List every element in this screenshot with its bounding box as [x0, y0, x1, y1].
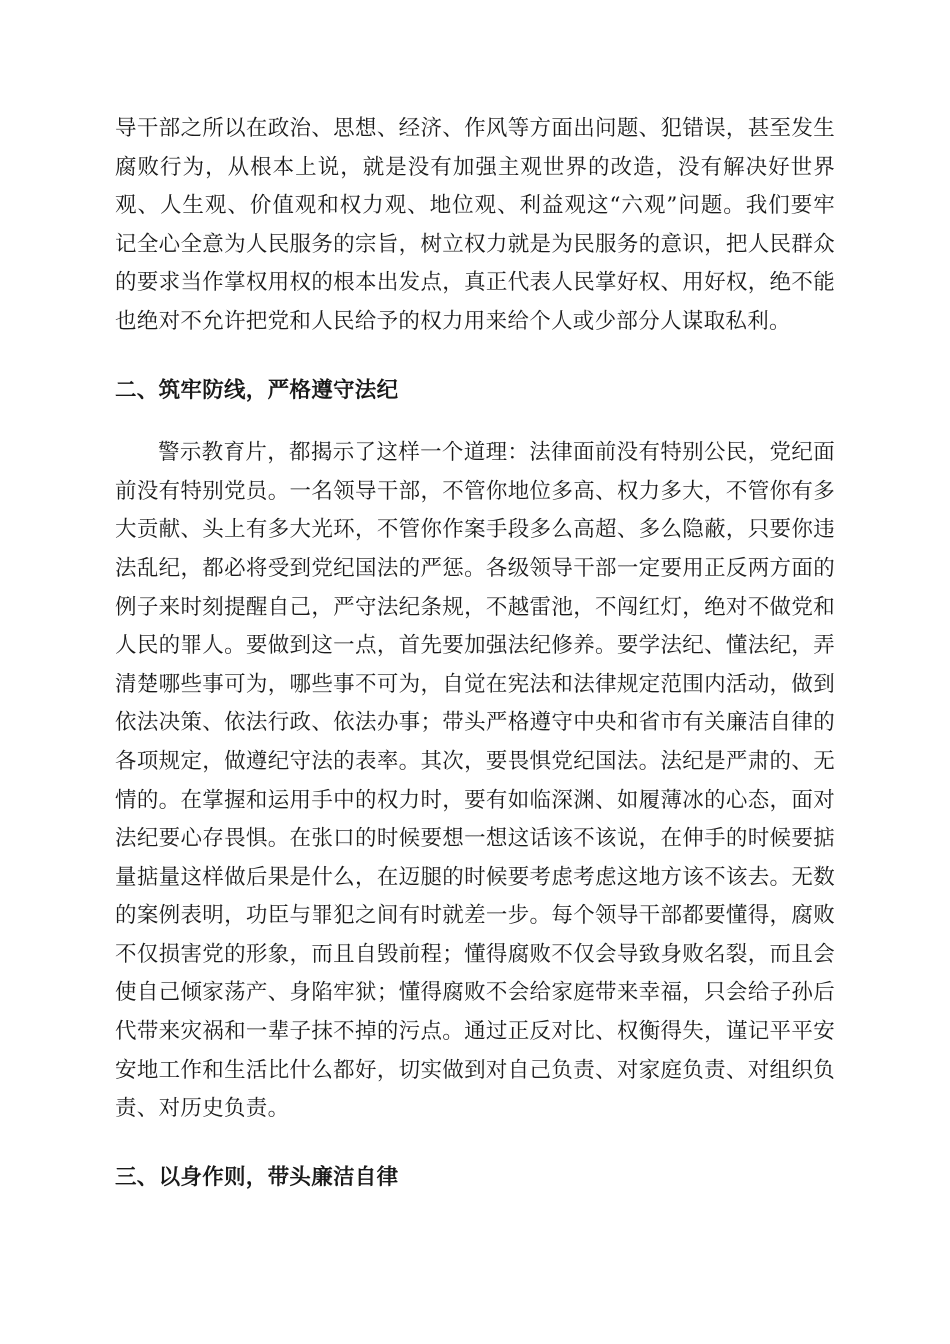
- section-heading-3: 三、以身作则，带头廉洁自律: [115, 1164, 399, 1190]
- paragraph-section-2: 警示教育片，都揭示了这样一个道理：法律面前没有特别公民，党纪面前没有特别党员。一名领导干部，不管你地位多高、权力多大，不管你有多大贡献、头上有多大光环，不管你作案手段多么高超、多么隐蔽，只要你违法乱纪，都必将受到党纪国法的严惩。各级领导干部一定要用正反两方面的例子来时刻提醒自己，严守法纪条规，不越雷池，不闯红灯，绝对不做党和人民的罪人。要做到这一点，首先要加强法纪修养。要学法纪、懂法纪，弄清楚哪些事可为，哪些事不可为，自觉在宪法和法律规定范围内活动，做到依法决策、依法行政、依法办事；带头严格遵守中央和省市有关廉洁自律的各项规定，做遵纪守法的表率。其次，要畏惧党纪国法。法纪是严肃的、无情的。在掌握和运用手中的权力时，要有如临深渊、如履薄冰的心态，面对法纪要心存畏惧。在张口的时候要想一想这话该不该说，在伸手的时候要掂量掂量这样做后果是什么，在迈腿的时候要考虑考虑这地方该不该去。无数的案例表明，功臣与罪犯之间有时就差一步。每个领导干部都要懂得，腐败不仅损害党的形象，而且自毁前程；懂得腐败不仅会导致身败名裂，而且会使自己倾家荡产、身陷牢狱；懂得腐败不会给家庭带来幸福，只会给子孙后代带来灾祸和一辈子抹不掉的污点。通过正反对比、权衡得失，谨记平平安安地工作和生活比什么都好，切实做到对自己负责、对家庭负责、对组织负责、对历史负责。: [115, 440, 835, 1122]
- paragraph-continued: 导干部之所以在政治、思想、经济、作风等方面出问题、犯错误，甚至发生腐败行为，从根本上说，就是没有加强主观世界的改造，没有解决好世界观、人生观、价值观和权力观、地位观、利益观这“六观”问题。我们要牢记全心全意为人民服务的宗旨，树立权力就是为民服务的意识，把人民群众的要求当作掌权用权的根本出发点，真正代表人民掌好权、用好权，绝不能也绝对不允许把党和人民给予的权力用来给个人或少部分人谋取私利。: [115, 116, 835, 334]
- section-heading-2: 二、筑牢防线，严格遵守法纪: [115, 377, 399, 403]
- document-body: [115, 110, 835, 1197]
